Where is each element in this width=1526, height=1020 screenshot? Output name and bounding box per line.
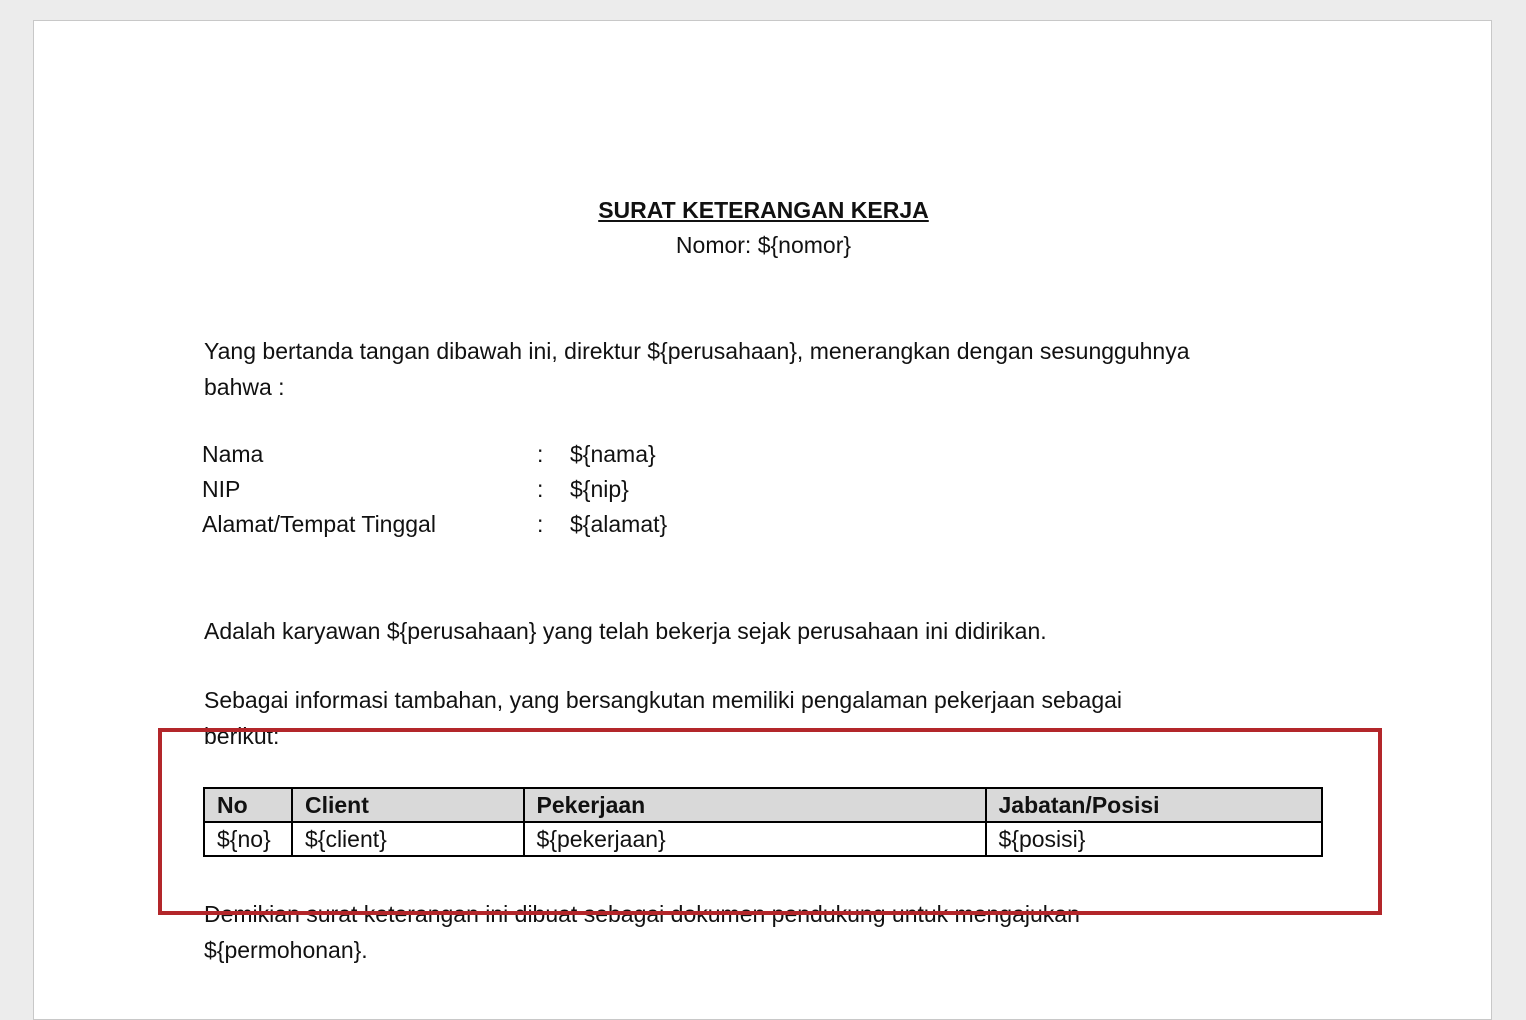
table-header-client: Client: [292, 788, 524, 822]
field-label: NIP: [202, 476, 241, 502]
closing-line-1: Demikian surat keterangan ini dibuat sebagai dokumen pendukung untuk mengajukan: [204, 901, 1080, 927]
field-value: ${nama}: [570, 441, 656, 467]
additional-info-paragraph: [204, 682, 1334, 754]
table-header-row: [204, 788, 1322, 822]
table-row: [204, 822, 1322, 856]
table-header-jabatan: Jabatan/Posisi: [986, 788, 1323, 822]
document-number: Nomor: ${nomor}: [675, 232, 852, 258]
field-value: ${nip}: [570, 476, 629, 502]
field-value: ${alamat}: [570, 511, 668, 537]
intro-paragraph: [204, 333, 1334, 405]
field-label: Nama: [202, 441, 264, 467]
table-header-pekerjaan: Pekerjaan: [524, 788, 986, 822]
closing-line-2: ${permohonan}.: [204, 937, 368, 963]
employee-statement: Adalah karyawan ${perusahaan} yang telah bekerja sejak perusahaan ini didirikan.: [204, 618, 1047, 644]
document-page: [33, 20, 1492, 1020]
field-label: Alamat/Tempat Tinggal: [202, 511, 436, 537]
table-cell-no: ${no}: [204, 822, 292, 856]
additional-line-1: Sebagai informasi tambahan, yang bersangkutan memiliki pengalaman pekerjaan sebagai: [204, 687, 1123, 713]
field-colon: :: [537, 511, 544, 537]
field-colon: :: [537, 441, 544, 467]
closing-paragraph: [204, 896, 1334, 968]
document-title: SURAT KETERANGAN KERJA: [598, 197, 929, 223]
table-cell-pekerjaan: ${pekerjaan}: [524, 822, 986, 856]
field-colon: :: [537, 476, 544, 502]
additional-line-2: berikut:: [204, 723, 280, 749]
intro-line-1: Yang bertanda tangan dibawah ini, direktur ${perusahaan}, menerangkan dengan sesungguhnya: [204, 338, 1190, 364]
intro-line-2: bahwa :: [204, 374, 285, 400]
table-cell-posisi: ${posisi}: [986, 822, 1323, 856]
table-cell-client: ${client}: [292, 822, 524, 856]
table-header-no: No: [204, 788, 292, 822]
experience-table: [203, 787, 1323, 857]
